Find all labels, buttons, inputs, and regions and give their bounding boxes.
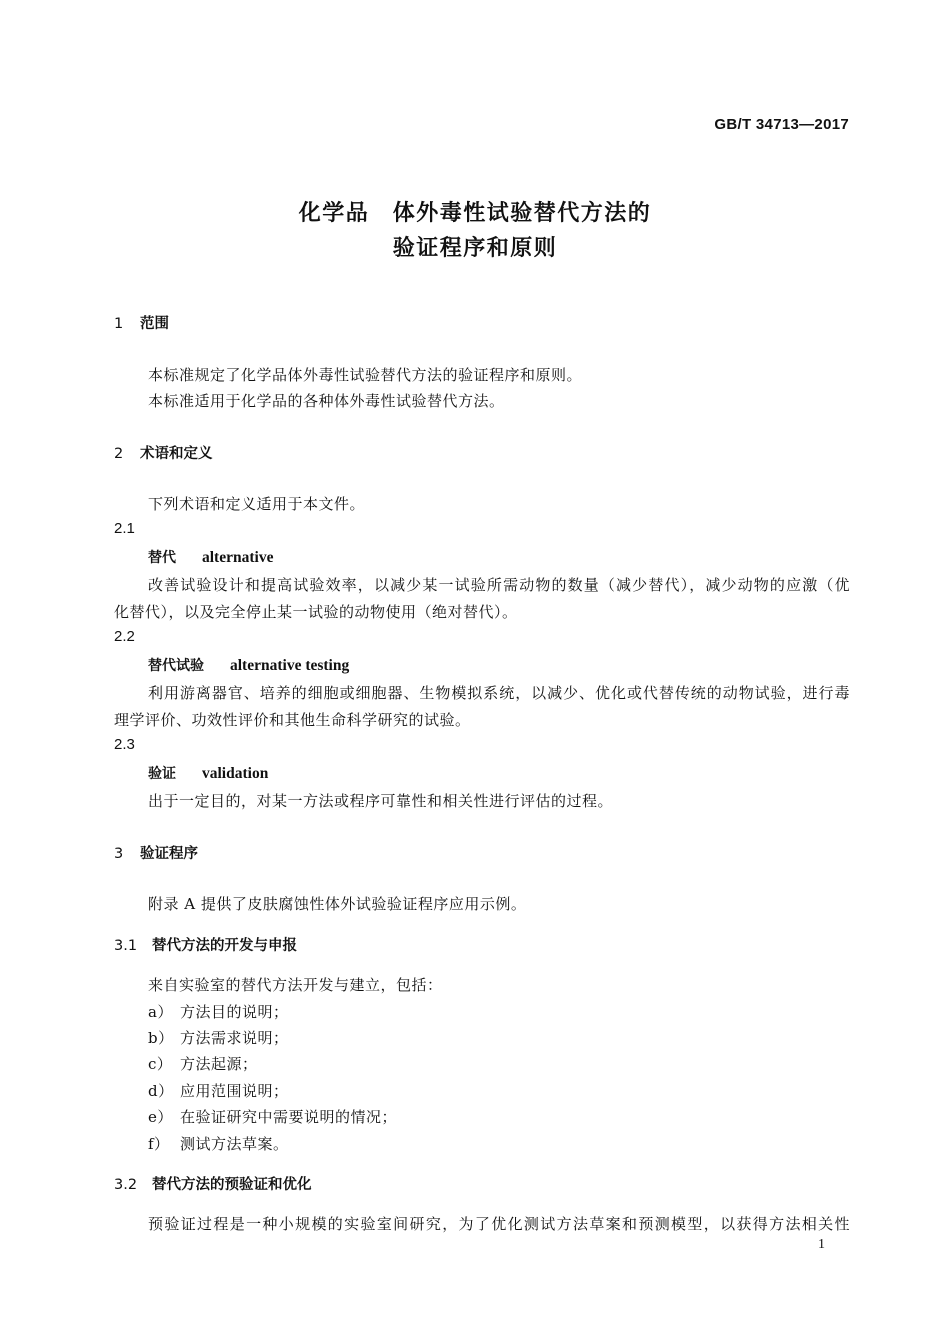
term-english: validation — [202, 765, 269, 782]
term-number: 2.2 — [114, 628, 135, 645]
term-english: alternative testing — [230, 657, 350, 674]
list-marker: e） — [148, 1108, 173, 1126]
list-marker: b） — [148, 1029, 174, 1047]
paragraph: 下列术语和定义适用于本文件。 — [148, 495, 366, 513]
list-item — [148, 1053, 258, 1074]
paragraph: 本标准规定了化学品体外毒性试验替代方法的验证程序和原则。 — [148, 366, 583, 384]
list-text: 测试方法草案。 — [180, 1135, 289, 1153]
list-text: 方法需求说明； — [180, 1029, 289, 1047]
list-text: 在验证研究中需要说明的情况； — [180, 1108, 398, 1126]
list-item — [148, 1001, 289, 1022]
section-1-heading — [114, 312, 169, 333]
paragraph: 预验证过程是一种小规模的实验室间研究，为了优化测试方法草案和预测模型，以获得方法相关性 — [148, 1215, 850, 1233]
list-marker: f） — [148, 1135, 170, 1153]
list-text: 方法目的说明； — [180, 1003, 289, 1021]
list-text: 应用范围说明； — [180, 1082, 289, 1100]
subsection-number: 3.2 — [114, 1177, 138, 1193]
term-number: 2.3 — [114, 736, 135, 753]
section-title: 验证程序 — [140, 846, 198, 862]
definition-line: 出于一定目的，对某一方法或程序可靠性和相关性进行评估的过程。 — [148, 792, 614, 810]
list-item — [148, 1106, 397, 1127]
subsection-3-2-heading — [114, 1173, 312, 1194]
list-marker: c） — [148, 1055, 173, 1073]
standard-number: GB/T 34713—2017 — [714, 116, 849, 133]
list-item — [148, 1027, 289, 1048]
term-chinese: 替代 — [148, 550, 176, 566]
document-title-line-1: 化学品 体外毒性试验替代方法的 — [298, 201, 652, 226]
section-number: 1 — [114, 316, 124, 332]
term-entry — [148, 763, 268, 783]
definition-line: 理学评价、功效性评价和其他生命科学研究的试验。 — [114, 711, 471, 729]
paragraph: 附录 A 提供了皮肤腐蚀性体外试验验证程序应用示例。 — [148, 895, 527, 913]
subsection-title: 替代方法的预验证和优化 — [152, 1177, 312, 1193]
section-number: 3 — [114, 846, 124, 862]
subsection-3-1-heading — [114, 934, 297, 955]
definition-line: 利用游离器官、培养的细胞或细胞器、生物模拟系统，以减少、优化或代替传统的动物试验，进行毒 — [148, 684, 850, 702]
list-item — [148, 1080, 289, 1101]
term-entry — [148, 547, 273, 567]
paragraph: 来自实验室的替代方法开发与建立，包括： — [148, 976, 443, 994]
term-chinese: 替代试验 — [148, 658, 204, 674]
document-title-line-2: 验证程序和原则 — [392, 236, 558, 261]
paragraph: 本标准适用于化学品的各种体外毒性试验替代方法。 — [148, 392, 505, 410]
term-english: alternative — [202, 549, 274, 566]
definition-line: 改善试验设计和提高试验效率，以减少某一试验所需动物的数量（减少替代），减少动物的应激（优 — [148, 576, 850, 594]
section-2-heading — [114, 442, 213, 463]
term-chinese: 验证 — [148, 766, 176, 782]
list-marker: a） — [148, 1003, 173, 1021]
page-number: 1 — [818, 1237, 825, 1252]
term-number: 2.1 — [114, 520, 135, 537]
section-3-heading — [114, 842, 198, 863]
section-number: 2 — [114, 446, 124, 462]
section-title: 术语和定义 — [140, 446, 213, 462]
list-text: 方法起源； — [180, 1055, 258, 1073]
subsection-number: 3.1 — [114, 938, 138, 954]
term-entry — [148, 655, 349, 675]
section-title: 范围 — [140, 316, 169, 332]
list-item — [148, 1133, 289, 1154]
subsection-title: 替代方法的开发与申报 — [152, 938, 297, 954]
list-marker: d） — [148, 1082, 174, 1100]
definition-line: 化替代），以及完全停止某一试验的动物使用（绝对替代）。 — [114, 603, 518, 621]
